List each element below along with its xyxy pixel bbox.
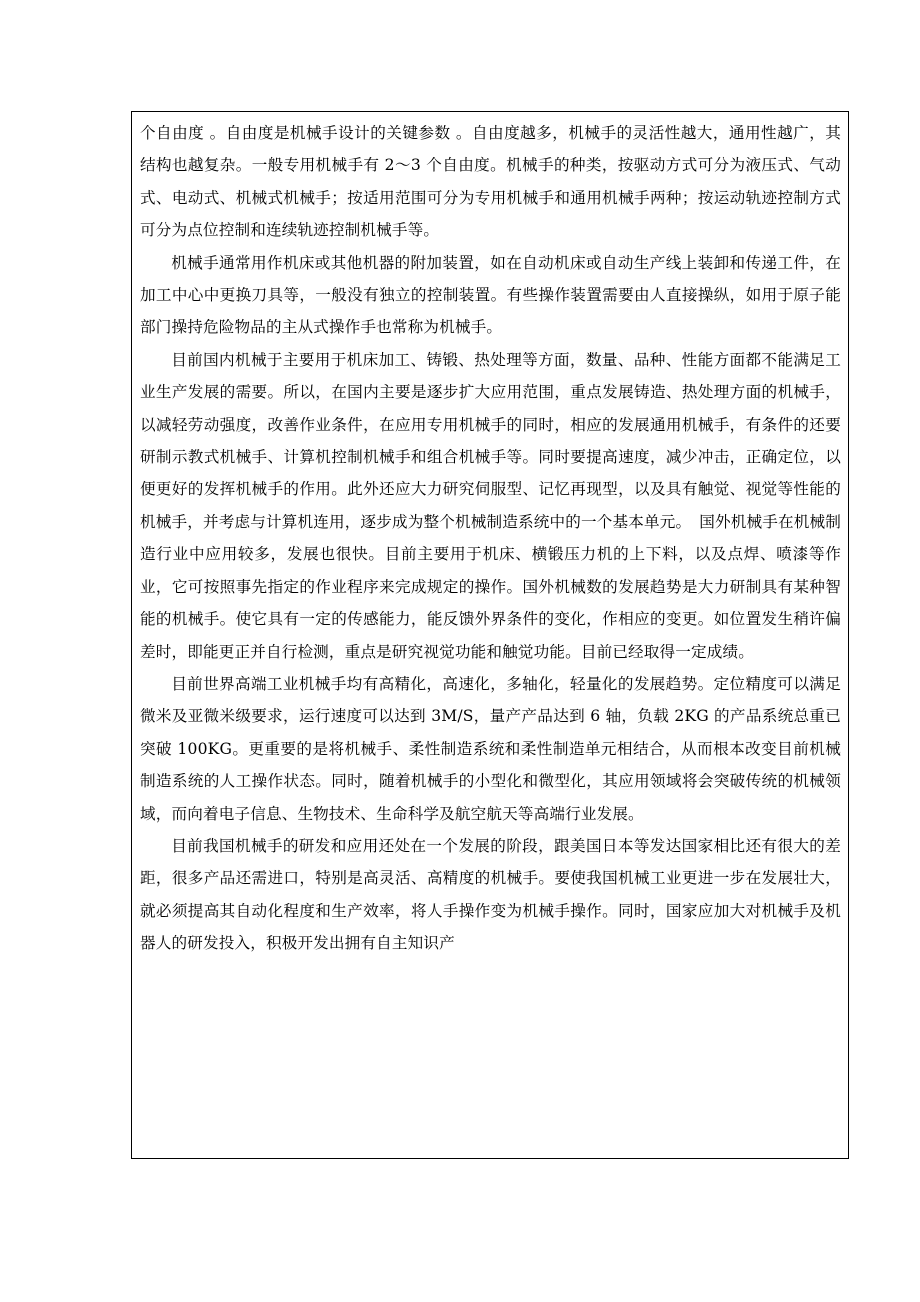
- paragraph-1: 个自由度 。自由度是机械手设计的关键参数 。自由度越多，机械手的灵活性越大，通用性越广，其结构也越复杂。一般专用机械手有 2～3 个自由度。机械手的种类，按驱动方式可分为液压式、气动式、电动式、机械式机械手；按适用范围可分为专用机械手和通用机械手两种；按运动轨迹控制方式可分为点位控制和连续轨迹控制机械手等。: [140, 124, 841, 240]
- paragraph-4: 目前世界高端工业机械手均有高精化，高速化，多轴化，轻量化的发展趋势。定位精度可以满足微米及亚微米级要求，运行速度可以达到 3M/S，量产产品达到 6 轴，负载 2KG 的产品系统总重已突破 100KG。更重要的是将机械手、柔性制造系统和柔性制造单元相结合，从而根本改变目前机械制造系统的人工操作状态。同时，随着机械手的小型化和微型化，其应用领域将会突破传统的机械领域，而向着电子信息、生物技术、生命科学及航空航天等高端行业发展。: [140, 674, 841, 823]
- content-box: [131, 111, 849, 1159]
- paragraph-2: 机械手通常用作机床或其他机器的附加装置，如在自动机床或自动生产线上装卸和传递工件，在加工中心中更换刀具等，一般没有独立的控制装置。有些操作装置需要由人直接操纵，如用于原子能部门操持危险物品的主从式操作手也常称为机械手。: [140, 253, 841, 337]
- paragraph-5: 目前我国机械手的研发和应用还处在一个发展的阶段，跟美国日本等发达国家相比还有很大的差距，很多产品还需进口，特别是高灵活、高精度的机械手。要使我国机械工业更进一步在发展壮大，就必须提高其自动化程度和生产效率，将人手操作变为机械手操作。同时，国家应加大对机械手及机器人的研发投入，积极开发出拥有自主知识产: [140, 836, 841, 953]
- paragraph-3: 目前国内机械于主要用于机床加工、铸锻、热处理等方面，数量、品种、性能方面都不能满足工业生产发展的需要。所以，在国内主要是逐步扩大应用范围，重点发展铸造、热处理方面的机械手，以减轻劳动强度，改善作业条件，在应用专用机械手的同时，相应的发展通用机械手，有条件的还要研制示教式机械手、计算机控制机械手和组合机械手等。同时要提高速度，减少冲击，正确定位，以便更好的发挥机械手的作用。此外还应大力研究伺服型、记忆再现型，以及具有触觉、视觉等性能的机械手，并考虑与计算机连用，逐步成为整个机械制造系统中的一个基本单元。 国外机械手在机械制造行业中应用较多，发展也很快。目前主要用于机床、横锻压力机的上下料，以及点焊、喷漆等作业，它可按照事先指定的作业程序来完成规定的操作。国外机械数的发展趋势是大力研制具有某种智能的机械手。使它具有一定的传感能力，能反馈外界条件的变化，作相应的变更。如位置发生稍许偏差时，即能更正并自行检测，重点是研究视觉功能和触觉功能。目前已经取得一定成绩。: [140, 350, 841, 661]
